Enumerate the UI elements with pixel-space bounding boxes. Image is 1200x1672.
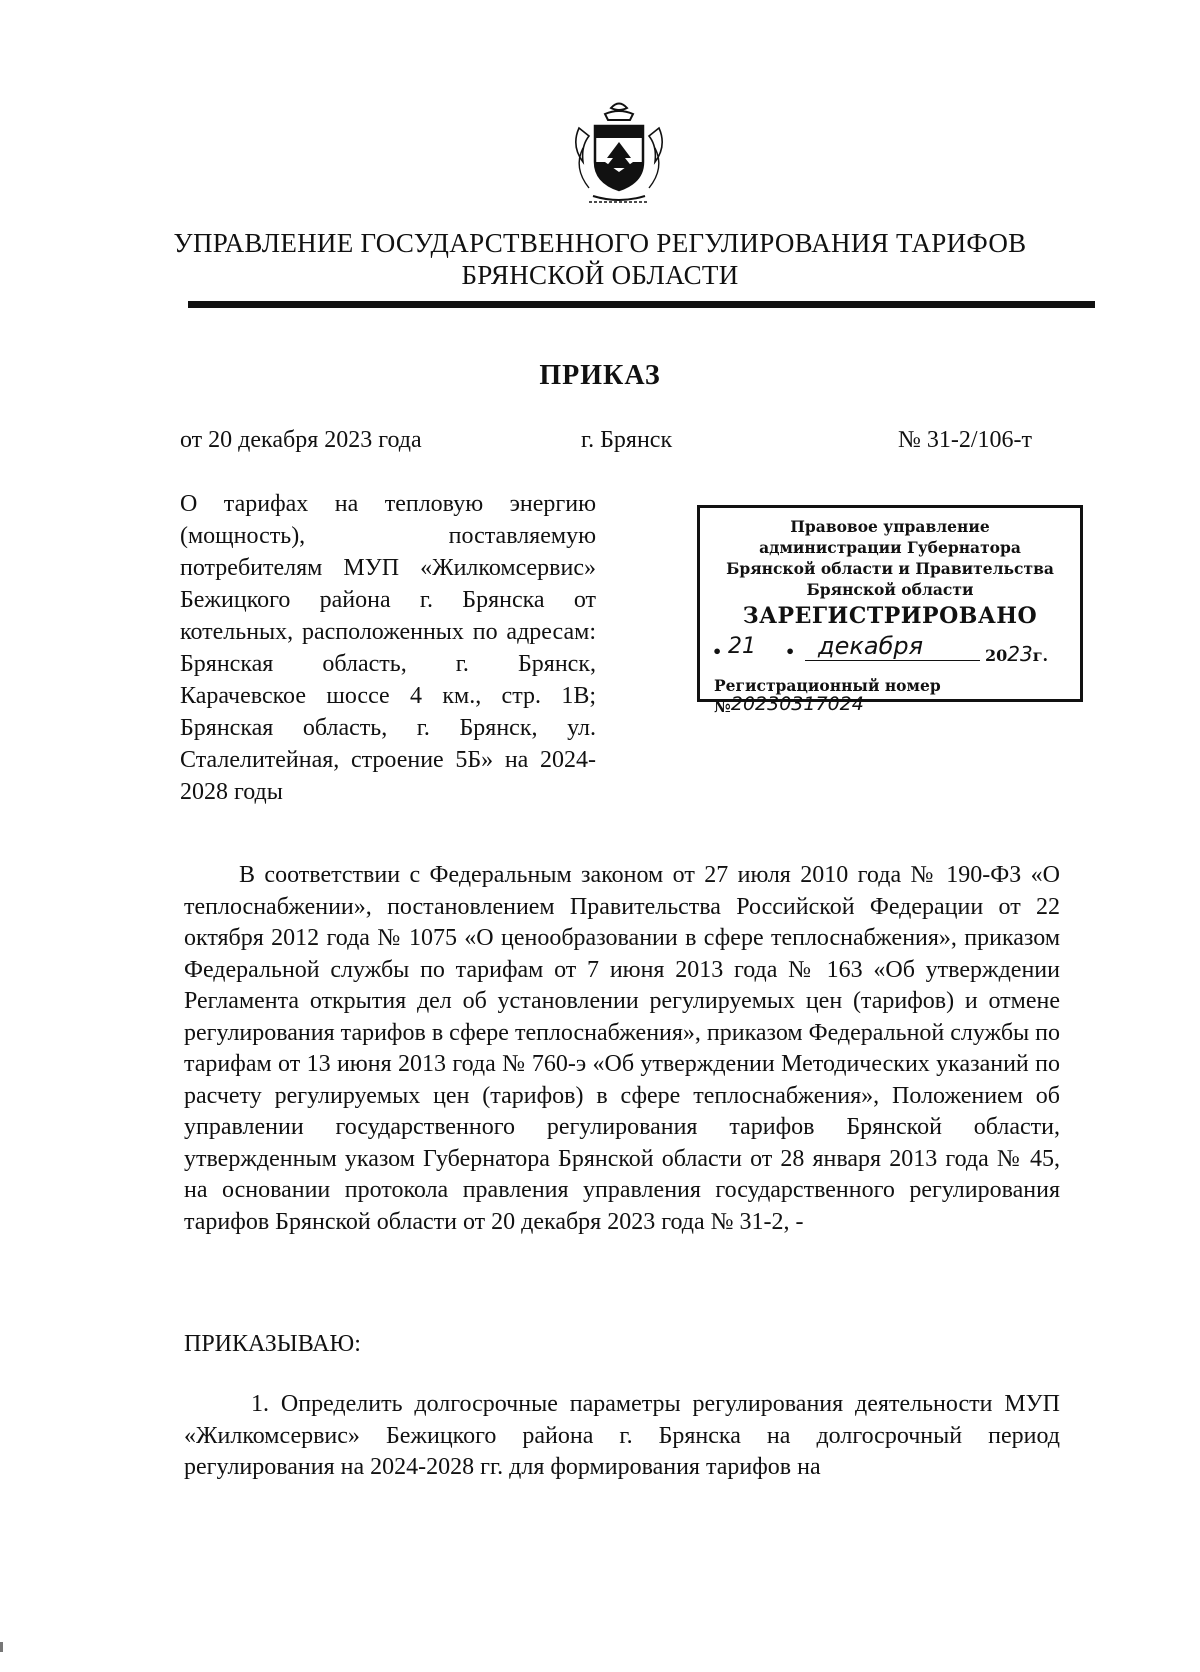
document-title: ПРИКАЗ [539, 360, 661, 391]
stamp-month-underline [805, 660, 980, 661]
stamp-year-prefix: 20 [985, 646, 1008, 665]
stamp-reg-number-handwritten: 20230317024 [730, 693, 864, 715]
stamp-line: Брянской области и Правительства [726, 559, 1054, 578]
preamble-paragraph: В соответствии с Федеральным законом от 27 июля 2010 года № 190-ФЗ «О теплоснабжении», постановлением Правительства Российской Федерации от 22 октября 2012 года № 1075 «О ценообразовании в сфере теплоснабжения», приказом Федеральной службы по тарифам от 7 июня 2013 года № 163 «Об утверждении Регламента открытия дел об установлении регулируемых цен (тарифов) и отмене регулирования тарифов в сфере теплоснабжения», приказом Федеральной службы по тарифам от 13 июня 2013 года № 760-э «Об утверждении Методических указаний по расчету регулируемых цен (тарифов) в сфере теплоснабжения», Положением об управлении государственного регулирования тарифов Брянской области, утвержденным указом Губернатора Брянской области от 28 января 2013 года № 45, на основании протокола правления управления государственного регулирования тарифов Брянской области от 20 декабря 2023 года № 31-2, - [184, 862, 1061, 1235]
stamp-quote-mark: • [785, 642, 796, 661]
stamp-date-row [700, 632, 1080, 672]
stamp-line: администрации Губернатора [759, 538, 1021, 557]
stamp-reg-label: Регистрационный номер № [714, 676, 941, 716]
order-number: № 31-2/106-т [898, 427, 1033, 453]
order-directive: ПРИКАЗЫВАЮ: [184, 1331, 361, 1357]
stamp-year-end: г. [1032, 646, 1049, 665]
registration-stamp [697, 505, 1083, 716]
org-name-line2: БРЯНСКОЙ ОБЛАСТИ [461, 260, 739, 290]
order-date: от 20 декабря 2023 года [180, 427, 422, 453]
stamp-day-handwritten: 21 [728, 634, 756, 659]
stamp-month-handwritten: декабря [818, 632, 924, 660]
order-subject: О тарифах на тепловую энергию (мощность), поставляемую потребителям МУП «Жилкомсервис» Бежицкого района г. Брянска от котельных, расположенных по адресам: Брянская область, г. Брянск, Карачевское шоссе 4 км., стр. 1В; Брянская область, г. Брянск, ул. Сталелитейная, строение 5Б» на 2024-2028 годы [180, 491, 596, 805]
stamp-registered-label: ЗАРЕГИСТРИРОВАНО [742, 603, 1038, 629]
order-city: г. Брянск [581, 427, 673, 453]
header-divider [188, 301, 1095, 308]
stamp-year-handwritten: 23 [1007, 642, 1033, 666]
stamp-year [985, 642, 1048, 666]
stamp-reg-number-row [700, 674, 1080, 716]
stamp-line: Брянской области [806, 580, 974, 599]
item-1-paragraph: 1. Определить долгосрочные параметры регулирования деятельности МУП «Жилкомсервис» Бежицкого района г. Брянска на долгосрочный период регулирования на 2024-2028 гг. для формирования тарифов на [184, 1391, 1060, 1480]
stamp-line: Правовое управление [790, 517, 990, 536]
coat-of-arms-emblem [565, 98, 673, 210]
scan-margin-mark [0, 1642, 3, 1652]
stamp-quote-mark: • [712, 642, 723, 661]
org-name-line1: УПРАВЛЕНИЕ ГОСУДАРСТВЕННОГО РЕГУЛИРОВАНИЯ ТАРИФОВ [173, 228, 1027, 258]
